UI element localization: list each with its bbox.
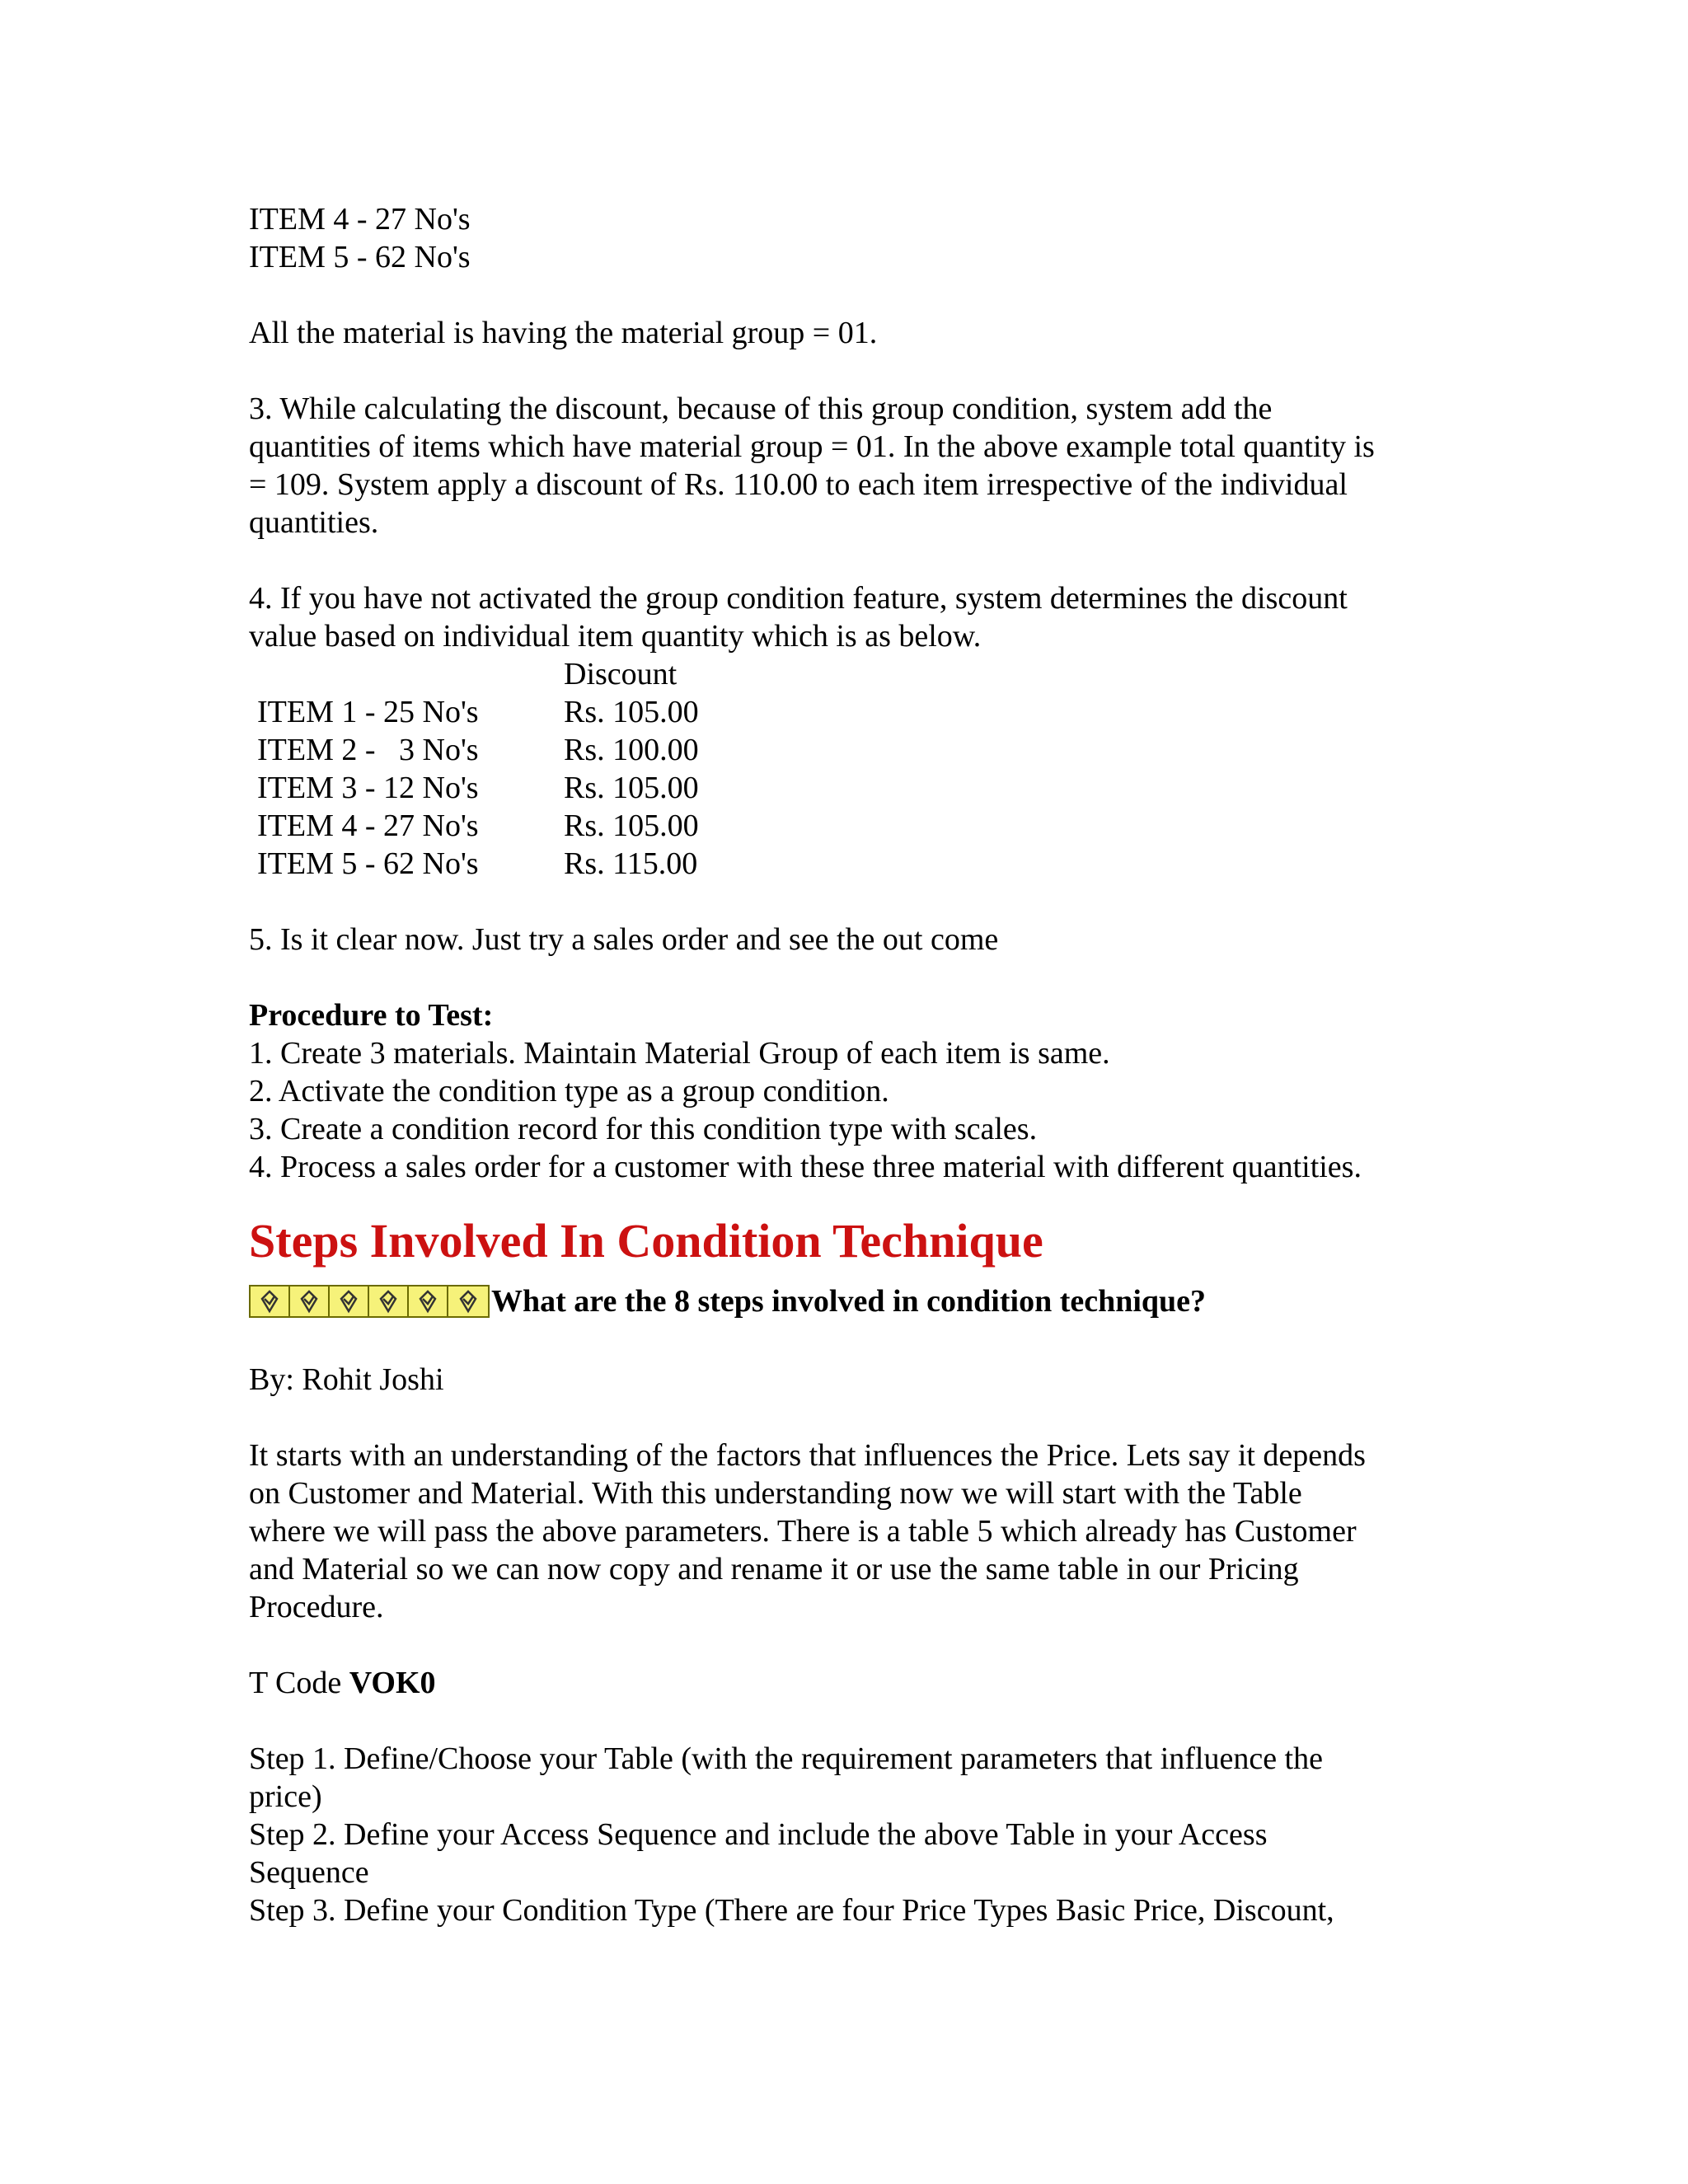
table-row (257, 731, 1452, 769)
text-line: on Customer and Material. With this understanding now we will start with the Table (249, 1476, 1302, 1511)
procedure-heading: Procedure to Test: (249, 998, 494, 1033)
text-line: where we will pass the above parameters. There is a table 5 which already has Customer (249, 1514, 1357, 1549)
text-line: It starts with an understanding of the factors that influences the Price. Lets say it depends (249, 1438, 1366, 1473)
author-line: By: Rohit Joshi (249, 1362, 444, 1397)
procedure-step: 3. Create a condition record for this condition type with scales. (249, 1112, 1038, 1146)
step-line: price) (249, 1779, 322, 1814)
item-cell: ITEM 2 - 3 No's (257, 733, 479, 767)
star-rating-icon (249, 1285, 490, 1318)
star-icon (448, 1286, 488, 1316)
item-cell: ITEM 4 - 27 No's (257, 808, 479, 843)
item-cell: ITEM 1 - 25 No's (257, 695, 479, 729)
point-5: 5. Is it clear now. Just try a sales order and see the out come (249, 922, 999, 957)
question-heading (249, 1280, 1452, 1323)
procedure-step: 1. Create 3 materials. Maintain Material Group of each item is same. (249, 1036, 1110, 1071)
discount-cell: Rs. 105.00 (564, 695, 699, 729)
discount-cell: Rs. 105.00 (564, 808, 699, 843)
table-row (257, 807, 1452, 845)
text-line: ITEM 4 - 27 No's (249, 202, 471, 237)
document-page (249, 200, 1452, 1929)
star-icon (369, 1286, 409, 1316)
text-line: Procedure. (249, 1590, 384, 1624)
tcode-line (249, 1664, 1452, 1702)
text-line: value based on individual item quantity which is as below. (249, 619, 982, 654)
question-text: What are the 8 steps involved in condition technique? (491, 1284, 1207, 1319)
discount-cell: Rs. 100.00 (564, 733, 699, 767)
text-line: quantities of items which have material group = 01. In the above example total quantity is (249, 429, 1375, 464)
star-icon (330, 1286, 369, 1316)
star-icon (251, 1286, 290, 1316)
tcode-label: T Code (249, 1666, 349, 1700)
section-title: Steps Involved In Condition Technique (249, 1214, 1043, 1268)
tcode-value: VOK0 (349, 1666, 436, 1700)
text-line: 3. While calculating the discount, because of this group condition, system add the (249, 391, 1273, 426)
text-line: 4. If you have not activated the group condition feature, system determines the discount (249, 581, 1348, 616)
procedure-step: 4. Process a sales order for a customer with these three material with different quantities. (249, 1150, 1362, 1184)
item-cell: ITEM 3 - 12 No's (257, 771, 479, 805)
step-line: Step 3. Define your Condition Type (There are four Price Types Basic Price, Discount, (249, 1893, 1334, 1928)
star-icon (409, 1286, 448, 1316)
table-row (257, 693, 1452, 731)
item-cell: ITEM 5 - 62 No's (257, 846, 479, 881)
text-line: ITEM 5 - 62 No's (249, 240, 471, 274)
table-row (257, 845, 1452, 883)
text-line: and Material so we can now copy and rename it or use the same table in our Pricing (249, 1552, 1299, 1586)
discount-cell: Rs. 115.00 (564, 846, 698, 881)
discount-cell: Rs. 105.00 (564, 771, 699, 805)
text-line: quantities. (249, 505, 379, 540)
procedure-step: 2. Activate the condition type as a group condition. (249, 1074, 889, 1108)
material-group-note: All the material is having the material group = 01. (249, 316, 878, 350)
step-line: Sequence (249, 1855, 369, 1890)
table-row (257, 769, 1452, 807)
text-line: = 109. System apply a discount of Rs. 110.00 to each item irrespective of the individual (249, 467, 1348, 502)
discount-table (257, 655, 1452, 883)
star-icon (290, 1286, 330, 1316)
step-line: Step 2. Define your Access Sequence and include the above Table in your Access (249, 1817, 1268, 1852)
step-line: Step 1. Define/Choose your Table (with the requirement parameters that influence the (249, 1741, 1323, 1776)
discount-header: Discount (564, 657, 678, 691)
